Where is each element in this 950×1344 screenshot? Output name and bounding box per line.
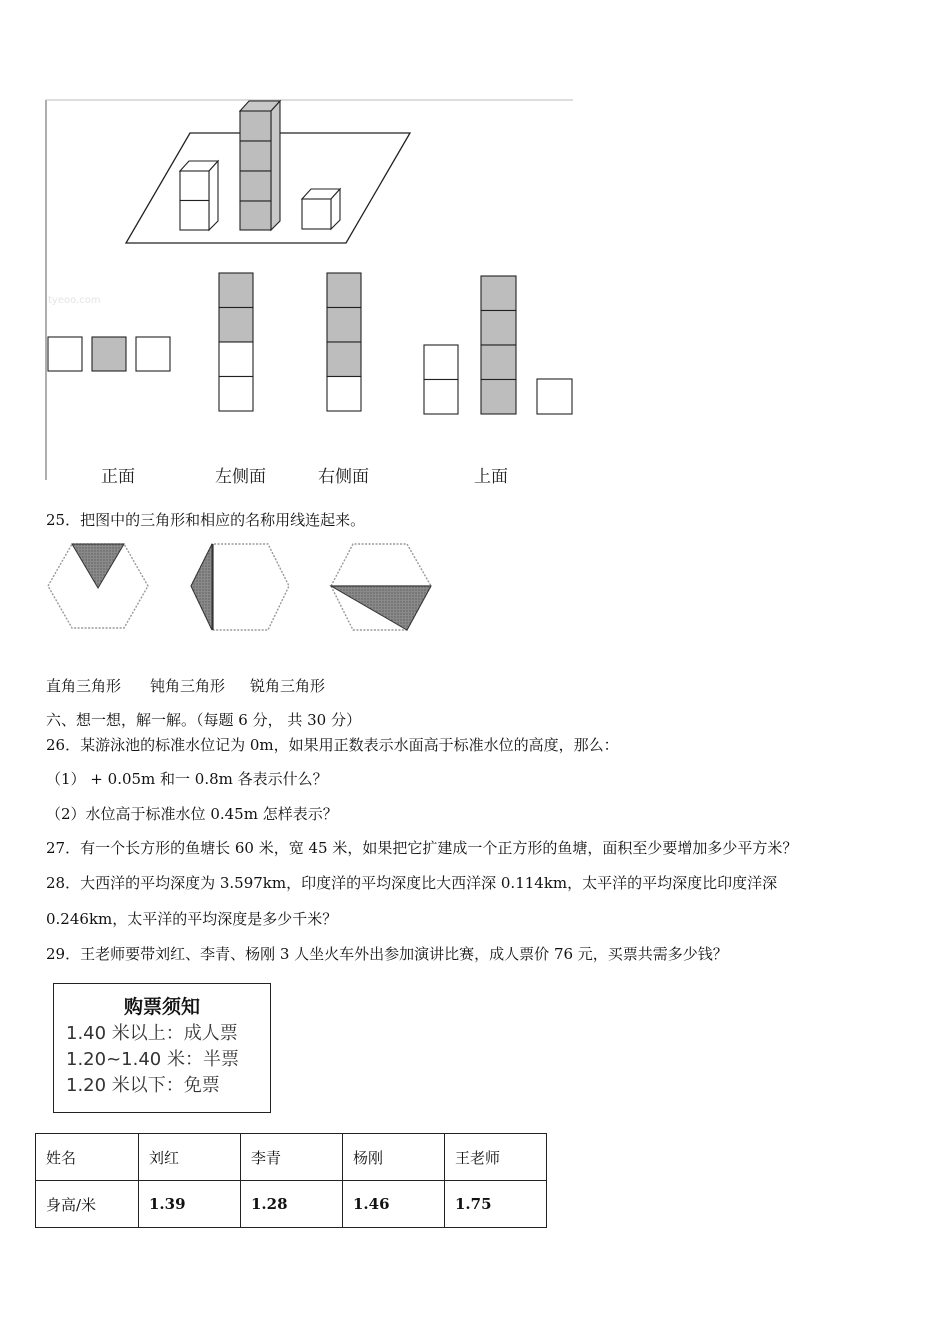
hexagon-acute: [48, 544, 148, 628]
height-liuhong: 1.39: [139, 1181, 241, 1228]
q28-line2: 0.246km，太平洋的平均深度是多少千米？: [46, 910, 338, 928]
watermark: tyeoo.com: [48, 295, 101, 306]
label-front-view: 正面: [101, 467, 135, 487]
hexagon-right: [191, 544, 289, 630]
label-left-view: 左侧面: [215, 467, 266, 487]
q27-text: 27．有一个长方形的鱼塘长 60 米，宽 45 米，如果把它扩建成一个正方形的鱼塘，面积至少要增加多少平方米？: [46, 839, 798, 857]
q25-prompt: 25．把图中的三角形和相应的名称用线连起来。: [46, 511, 366, 529]
single-cube: [302, 189, 340, 229]
q26-text: 26．某游泳池的标准水位记为 0m，如果用正数表示水面高于标准水位的高度，那么：: [46, 736, 619, 754]
header-liuhong: 刘红: [139, 1134, 241, 1181]
height-yanggang: 1.46: [343, 1181, 445, 1228]
front-view: [48, 337, 170, 371]
header-name: 姓名: [36, 1134, 139, 1181]
heights-table: [35, 1133, 547, 1228]
stack-two-cubes: [180, 161, 218, 230]
row-label-height: 身高/米: [36, 1181, 139, 1228]
ticket-notice-title: 购票须知: [123, 996, 200, 1018]
label-right-view: 右侧面: [318, 467, 369, 487]
header-yanggang: 杨刚: [343, 1134, 445, 1181]
name-obtuse-triangle: 钝角三角形: [150, 677, 226, 695]
name-acute-triangle: 锐角三角形: [250, 677, 326, 695]
table-row: [36, 1181, 547, 1228]
table-row: [36, 1134, 547, 1181]
name-right-triangle: 直角三角形: [46, 677, 122, 695]
height-teacher-wang: 1.75: [445, 1181, 547, 1228]
header-liqing: 李青: [241, 1134, 343, 1181]
ticket-notice-box: [53, 983, 271, 1113]
q29-text: 29．王老师要带刘红、李青、杨刚 3 人坐火车外出参加演讲比赛，成人票价 76 元，买票共需多少钱？: [46, 945, 728, 963]
height-liqing: 1.28: [241, 1181, 343, 1228]
cube-views-figure: [0, 90, 600, 490]
q25-triangle-names: [46, 676, 325, 696]
q26-sub2: （2）水位高于标准水位 0.45m 怎样表示？: [46, 805, 338, 823]
notice-line-half: 1.20~1.40 米：半票: [66, 1049, 239, 1070]
left-view: [219, 273, 253, 411]
top-view: [424, 276, 572, 414]
label-top-view: 上面: [474, 467, 508, 487]
notice-line-adult: 1.40 米以上：成人票: [66, 1023, 238, 1044]
header-teacher-wang: 王老师: [445, 1134, 547, 1181]
hexagon-obtuse: [331, 544, 431, 630]
stack-four-cubes: [240, 101, 280, 230]
q28-line1: 28．大西洋的平均深度为 3.597km，印度洋的平均深度比大西洋深 0.114km，太平洋的平均深度比印度洋深: [46, 874, 778, 892]
hexagon-triangles-figure: [40, 538, 440, 638]
notice-line-free: 1.20 米以下：免票: [66, 1075, 220, 1096]
right-view: [327, 273, 361, 411]
q26-sub1: （1） + 0.05m 和一 0.8m 各表示什么？: [46, 770, 328, 788]
section-six-heading: 六、想一想，解一解。（每题 6 分， 共 30 分）: [46, 711, 361, 729]
